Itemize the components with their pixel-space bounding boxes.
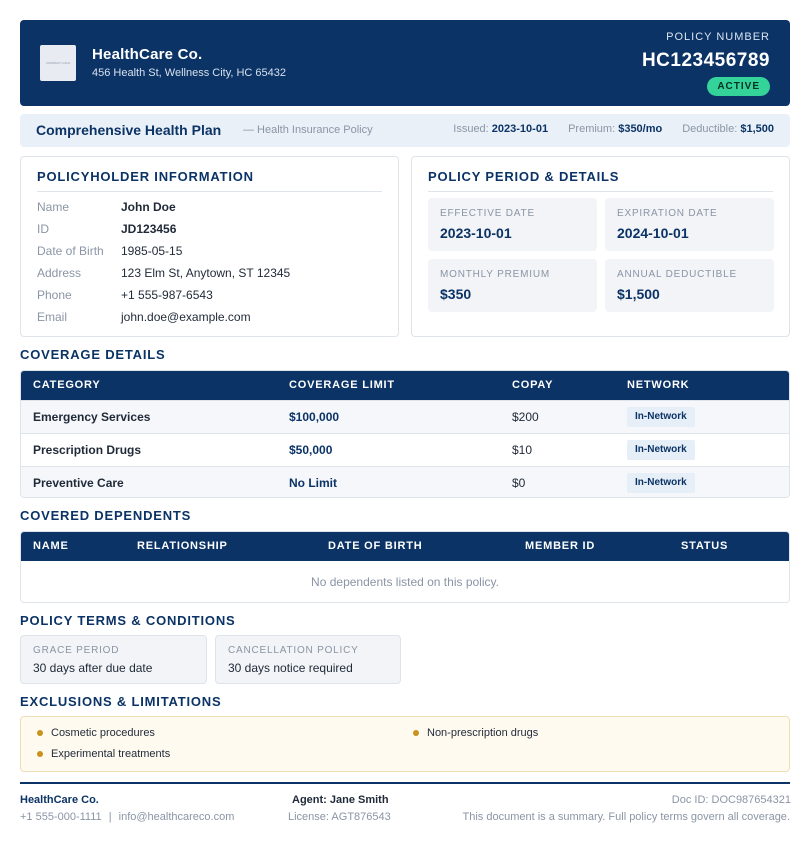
tile-value: 2023-10-01: [440, 225, 512, 241]
category-cell: Emergency Services: [33, 410, 151, 424]
empty-state: No dependents listed on this policy.: [311, 575, 499, 589]
footer-phone: +1 555-000-1111: [20, 811, 102, 823]
exclusion-item: Non-prescription drugs: [427, 727, 539, 739]
footer-contact: [20, 811, 234, 823]
tile-label: EFFECTIVE DATE: [440, 208, 535, 219]
info-label: Date of Birth: [37, 244, 104, 258]
column-header: RELATIONSHIP: [137, 540, 228, 552]
column-header: NAME: [33, 540, 69, 552]
terms-title: POLICY TERMS & CONDITIONS: [20, 613, 236, 628]
monthly-premium-tile: [428, 259, 597, 312]
info-label: ID: [37, 222, 49, 236]
cancellation-policy-box: [215, 635, 401, 684]
info-label: Address: [37, 266, 82, 280]
network-badge: In-Network: [627, 473, 695, 493]
limit-cell: $50,000: [289, 443, 333, 457]
exclusions-title: EXCLUSIONS & LIMITATIONS: [20, 694, 222, 709]
copay-cell: $0: [512, 476, 526, 490]
table-row: [21, 433, 789, 466]
coverage-table: [20, 370, 790, 498]
premium-label: Premium:: [568, 123, 616, 135]
plan-premium: [568, 123, 662, 135]
bullet-icon: [37, 751, 43, 757]
plan-issued: [453, 123, 548, 135]
policy-number: HC123456789: [641, 50, 770, 71]
company-address: 456 Health St, Wellness City, HC 65432: [92, 67, 287, 79]
column-header: STATUS: [681, 540, 729, 552]
issued-value: 2023-10-01: [491, 123, 549, 135]
tile-value: $350: [440, 286, 472, 302]
network-badge: In-Network: [627, 440, 695, 460]
policy-period-title: POLICY PERIOD & DETAILS: [428, 169, 620, 184]
info-label: Email: [37, 310, 68, 324]
info-label: Phone: [37, 288, 72, 302]
dependents-table: [20, 531, 790, 603]
term-value: 30 days after due date: [33, 661, 153, 675]
plan-meta: [453, 123, 774, 135]
exclusion-item: Cosmetic procedures: [51, 727, 155, 739]
tile-value: 2024-10-01: [617, 225, 689, 241]
issued-label: Issued:: [453, 123, 489, 135]
deductible-value: $1,500: [740, 123, 774, 135]
info-value: 1985-05-15: [121, 244, 183, 258]
exclusions-box: [20, 716, 790, 772]
policy-header: [20, 20, 790, 106]
plan-title: Comprehensive Health Plan: [36, 122, 222, 138]
policyholder-title: POLICYHOLDER INFORMATION: [37, 169, 254, 184]
status-badge: ACTIVE: [707, 77, 770, 96]
grace-period-box: [20, 635, 207, 684]
divider: [428, 191, 773, 192]
policy-number-label: POLICY NUMBER: [666, 31, 770, 43]
annual-deductible-tile: [605, 259, 774, 312]
limit-cell: No Limit: [289, 476, 337, 490]
effective-date-tile: [428, 198, 597, 251]
deductible-label: Deductible:: [682, 123, 738, 135]
tile-label: MONTHLY PREMIUM: [440, 269, 550, 280]
table-row: [21, 466, 789, 498]
logo-text: COMPANY LOGO: [45, 61, 71, 65]
column-header: MEMBER ID: [525, 540, 596, 552]
divider: [37, 191, 382, 192]
info-value: JD123456: [121, 222, 177, 236]
info-value: john.doe@example.com: [121, 310, 251, 324]
category-cell: Prescription Drugs: [33, 443, 142, 457]
table-row: [21, 400, 789, 433]
column-header: NETWORK: [627, 379, 690, 391]
column-header: DATE OF BIRTH: [328, 540, 423, 552]
plan-summary-bar: [20, 114, 790, 147]
copay-cell: $200: [512, 410, 539, 424]
term-value: 30 days notice required: [228, 661, 353, 675]
table-header: [21, 532, 789, 561]
policy-period-card: [411, 156, 790, 337]
footer-separator: |: [108, 811, 112, 823]
info-value: +1 555-987-6543: [121, 288, 213, 302]
plan-deductible: [682, 123, 774, 135]
tile-label: ANNUAL DEDUCTIBLE: [617, 269, 737, 280]
footer-email: info@healthcareco.com: [118, 811, 235, 823]
column-header: COPAY: [512, 379, 554, 391]
category-cell: Preventive Care: [33, 476, 124, 490]
info-label: Name: [37, 200, 70, 214]
dependents-title: COVERED DEPENDENTS: [20, 508, 192, 523]
company-name: HealthCare Co.: [92, 46, 203, 63]
column-header: CATEGORY: [33, 379, 101, 391]
company-logo: [40, 45, 76, 81]
exclusion-item: Experimental treatments: [51, 748, 171, 760]
bullet-icon: [413, 730, 419, 736]
plan-subtitle: — Health Insurance Policy: [243, 124, 373, 136]
network-badge: In-Network: [627, 407, 695, 427]
tile-label: EXPIRATION DATE: [617, 208, 718, 219]
tile-value: $1,500: [617, 286, 660, 302]
premium-value: $350/mo: [618, 123, 663, 135]
expiration-date-tile: [605, 198, 774, 251]
footer-agent: Agent: Jane Smith: [292, 794, 389, 806]
footer-doc-id: Doc ID: DOC987654321: [671, 794, 791, 806]
footer-company: HealthCare Co.: [20, 794, 99, 806]
footer-divider: [20, 782, 790, 784]
bullet-icon: [37, 730, 43, 736]
table-header: [21, 371, 789, 400]
limit-cell: $100,000: [289, 410, 340, 424]
footer-disclaimer: This document is a summary. Full policy terms govern all coverage.: [462, 811, 790, 823]
term-label: CANCELLATION POLICY: [228, 645, 359, 656]
info-value: John Doe: [121, 200, 176, 214]
footer-license: License: AGT876543: [288, 811, 391, 823]
term-label: GRACE PERIOD: [33, 645, 120, 656]
policyholder-card: [20, 156, 399, 337]
info-value: 123 Elm St, Anytown, ST 12345: [121, 266, 291, 280]
coverage-title: COVERAGE DETAILS: [20, 347, 166, 362]
copay-cell: $10: [512, 443, 533, 457]
column-header: COVERAGE LIMIT: [289, 379, 395, 391]
